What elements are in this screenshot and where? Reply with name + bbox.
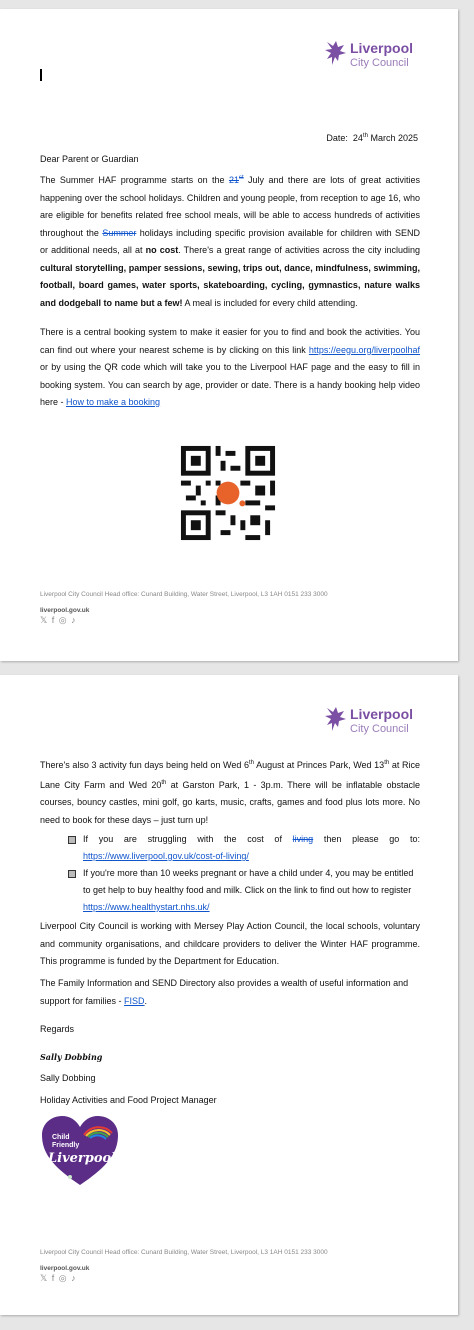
logo-title: Liverpool [350,40,414,56]
how-to-book-link[interactable]: How to make a booking [66,397,161,407]
footer-address: Liverpool City Council Head office: Cunard Building, Water Street, Liverpool, L3 1AH 0151 233 3000 [40,591,328,598]
list-item: If you are struggling with the cost of living then please go to: https://www.liverpool.gov.uk/cost-of-living/ [68,831,420,865]
document-page-1 [0,9,458,661]
signature: Sally Dobbing [40,1052,103,1062]
bullet-square-icon [68,870,76,878]
liverpool-city-council-logo [324,39,424,79]
intro-paragraph: The Summer HAF programme starts on the 21st July and there are lots of great activities happening over the school holidays. Children and young people, from reception to age 16, who are eligible for benefits related free school meals, will be able to access hundreds of activities throughout the Summer holidays including specific provision available for children with SEND or additional needs, all at no cost. There's a great range of activities across the city including cultural storytelling, pamper sessions, sewing, trips out, dance, mindfulness, swimming, football, board games, water sports, skateboarding, cycling, gymnastics, nature walks and dodgeball to name but a few! A meal is included for every child attending. [40,175,420,308]
badge-line1: Child [52,1134,70,1141]
letter-date: Date: 24th March 2025 [326,133,418,143]
booking-paragraph: There is a central booking system to make it easier for you to find and book the activities. You can find out where your nearest scheme is by clicking on this link https://eegu.org/liverpoolhaf or by using the QR code which will take you to the Liverpool HAF page and the easy to fill in booking system. You can search by age, provider or date. There is a handy booking help video here - How to make a booking [40,327,420,407]
footer-website: liverpool.gov.uk [40,1265,90,1272]
fisd-paragraph: The Family Information and SEND Directory also provides a wealth of useful information and support for families - FISD. [40,978,409,1006]
bullet-square-icon [68,836,76,844]
footer-website: liverpool.gov.uk [40,607,90,614]
liver-bird-icon [324,39,348,67]
fisd-link[interactable]: FISD [124,995,145,1006]
liver-bird-icon [324,705,348,733]
list-item: If you're more than 10 weeks pregnant or have a child under 4, you may be entitled to get help to buy healthy food and milk. Click on the link to find out how to register https://www.healthystart.nhs.uk/ [68,865,420,916]
logo-subtitle: City Council [350,723,409,735]
help-list [68,831,420,916]
regards: Regards [40,1024,75,1034]
signatory-role: Holiday Activities and Food Project Manager [40,1095,217,1105]
badge-line2: Friendly [52,1142,80,1149]
child-friendly-liverpool-logo [40,1115,120,1187]
signatory-name: Sally Dobbing [40,1073,96,1083]
social-media-icons: 𝕏 f ◎ ♪ [40,1273,77,1283]
haf-booking-link[interactable]: https://eegu.org/liverpoolhaf [308,344,420,355]
badge-line3: Liverpool [48,1151,117,1166]
liverpool-city-council-logo [324,705,424,745]
partners-paragraph: Liverpool City Council is working with Mersey Play Action Council, the local schools, voluntary and community organisations, and childcare providers to deliver the Winter HAF programme. This programme is funded by the Department for Education. [40,921,420,966]
logo-subtitle: City Council [350,57,409,69]
document-page-2 [0,675,458,1315]
salutation: Dear Parent or Guardian [40,154,139,164]
qr-code[interactable] [176,441,280,545]
text-cursor [40,69,42,81]
fun-days-paragraph: There's also 3 activity fun days being held on Wed 6th August at Princes Park, Wed 13th at Rice Lane City Farm and Wed 20th at Garston Park, 1 - 3p.m. There will be inflatable obstacle courses, bouncy castles, mini golf, go karts, music, crafts, games and food plus lots more. No need to book for these days – just turn up! [40,760,420,825]
logo-title: Liverpool [350,706,414,722]
healthy-start-link[interactable]: https://www.healthystart.nhs.uk/ [83,902,210,912]
cost-of-living-link[interactable]: https://www.liverpool.gov.uk/cost-of-living/ [83,851,249,861]
social-media-icons: 𝕏 f ◎ ♪ [40,615,77,625]
footer-address: Liverpool City Council Head office: Cunard Building, Water Street, Liverpool, L3 1AH 0151 233 3000 [40,1249,328,1256]
